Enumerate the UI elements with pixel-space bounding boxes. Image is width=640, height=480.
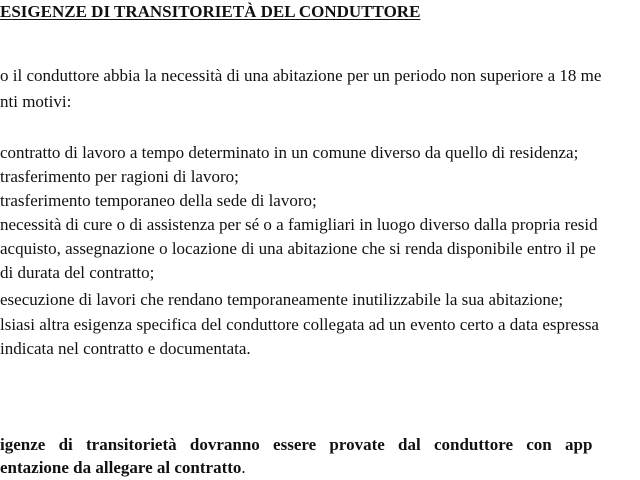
intro-line-1: o il conduttore abbia la necessità di una abitazione per un periodo non superiore a 18 me [0,66,602,85]
list-item: necessità di cure o di assistenza per sé o a famigliari in luogo diverso dalla propria resid [0,215,598,234]
list-item: lsiasi altra esigenza specifica del conduttore collegata ad un evento certo a data espressa [0,315,599,334]
closing-paragraph-line-2 [0,458,246,478]
list-item: trasferimento per ragioni di lavoro; [0,167,239,186]
closing-paragraph-line-1: igenze di transitorietà dovranno essere provate dal conduttore con app [0,435,593,454]
list-item: esecuzione di lavori che rendano temporaneamente inutilizzabile la sua abitazione; [0,290,564,309]
intro-line-2: nti motivi: [0,92,72,111]
list-item: contratto di lavoro a tempo determinato in un comune diverso da quello di residenza; [0,143,579,162]
closing-bold-text: entazione da allegare al contratto [0,458,242,477]
closing-period: . [241,458,246,477]
list-item: acquisto, assegnazione o locazione di una abitazione che si renda disponibile entro il pe [0,239,596,258]
list-item-continuation: di durata del contratto; [0,263,155,282]
section-heading: ESIGENZE DI TRANSITORIETÀ DEL CONDUTTORE [0,2,421,21]
list-item: trasferimento temporaneo della sede di lavoro; [0,191,317,210]
list-item-continuation: indicata nel contratto e documentata. [0,339,251,358]
